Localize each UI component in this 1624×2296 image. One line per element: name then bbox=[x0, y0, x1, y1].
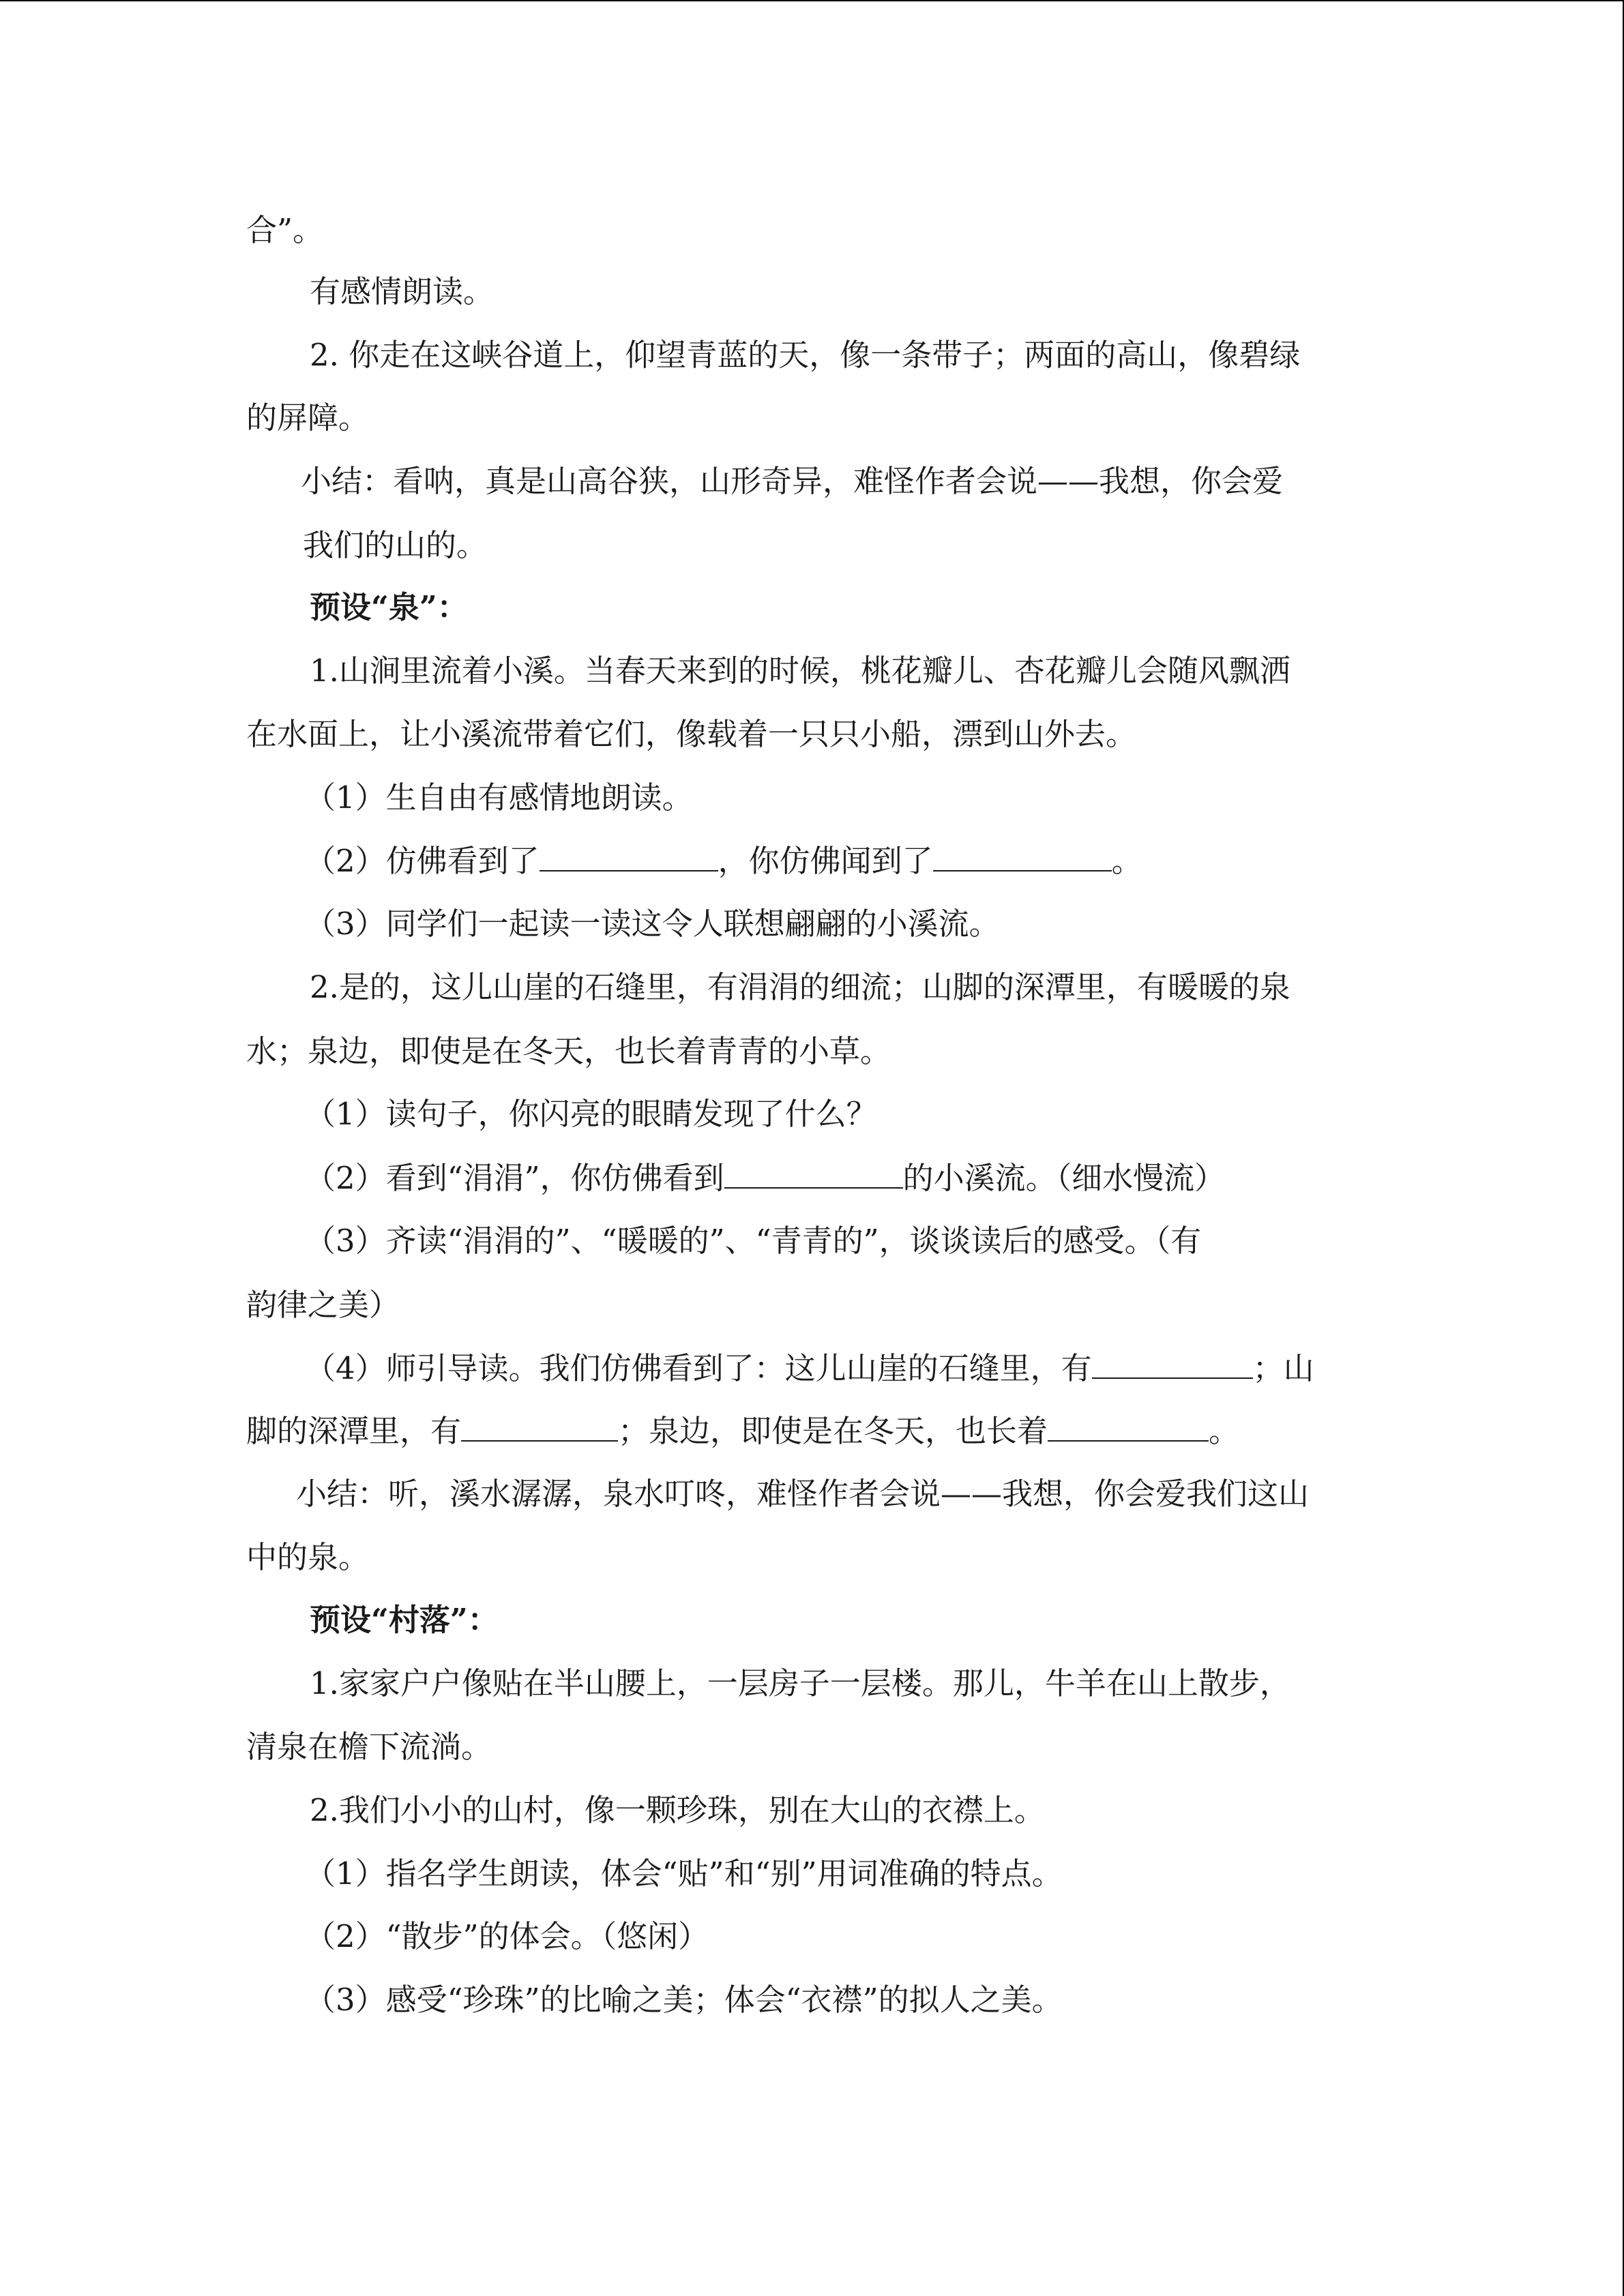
answer-blank[interactable] bbox=[540, 840, 718, 871]
fill-in-line bbox=[305, 1347, 1314, 1389]
text-segment: 脚的深潭里，有 bbox=[246, 1413, 462, 1449]
text-segment: （4）师引导读。我们仿佛看到了：这儿山崖的石缝里，有 bbox=[305, 1350, 1092, 1386]
paragraph-line: 我们的山的。 bbox=[303, 527, 488, 563]
text-segment: 的小溪流。（细水慢流） bbox=[902, 1160, 1226, 1196]
paragraph-line: 小结：看呐，真是山高谷狭，山形奇异，难怪作者会说——我想，你会爱 bbox=[301, 463, 1284, 499]
paragraph-line: （3）齐读“涓涓的”、“暖暖的”、“青青的”，谈谈读后的感受。（有 bbox=[305, 1223, 1202, 1259]
text-segment: （2）看到“涓涓”，你仿佛看到 bbox=[305, 1160, 724, 1196]
fill-in-line bbox=[246, 1410, 1239, 1452]
paragraph-line: 有感情朗读。 bbox=[310, 273, 494, 310]
paragraph-line: （3）同学们一起读一读这令人联想翩翩的小溪流。 bbox=[305, 906, 1000, 942]
text-segment: ；泉边，即使是在冬天，也长着 bbox=[618, 1413, 1048, 1449]
paragraph-line: （3）感受“珍珠”的比喻之美；体会“衣襟”的拟人之美。 bbox=[305, 1982, 1063, 2018]
paragraph-line: 中的泉。 bbox=[246, 1539, 370, 1575]
answer-blank[interactable] bbox=[933, 840, 1112, 871]
fill-in-line bbox=[305, 1157, 1225, 1199]
text-segment: ，你仿佛闻到了 bbox=[718, 843, 933, 879]
fill-in-line bbox=[305, 840, 1142, 882]
paragraph-line: （1）指名学生朗读，体会“贴”和“别”用词准确的特点。 bbox=[305, 1855, 1063, 1892]
paragraph-line: 1.家家户户像贴在半山腰上，一层房子一层楼。那儿，牛羊在山上散步， bbox=[310, 1665, 1290, 1701]
text-segment: ；山 bbox=[1252, 1350, 1314, 1386]
paragraph-line: 清泉在檐下流淌。 bbox=[246, 1729, 492, 1765]
answer-blank[interactable] bbox=[1092, 1347, 1253, 1379]
paragraph-line: 水；泉边，即使是在冬天，也长着青青的小草。 bbox=[246, 1033, 891, 1069]
paragraph-line: 1.山涧里流着小溪。当春天来到的时候，桃花瓣儿、杏花瓣儿会随风飘洒 bbox=[310, 653, 1290, 689]
text-segment: （2）仿佛看到了 bbox=[305, 843, 540, 879]
paragraph-line: 合”。 bbox=[246, 212, 324, 248]
answer-blank[interactable] bbox=[1048, 1410, 1209, 1442]
paragraph-line: 在水面上，让小溪流带着它们，像载着一只只小船，漂到山外去。 bbox=[246, 716, 1137, 752]
answer-blank[interactable] bbox=[461, 1410, 618, 1442]
section-heading: 预设“泉”： bbox=[310, 589, 468, 625]
paragraph-line: 小结：听，溪水潺潺，泉水叮咚，难怪作者会说——我想，你会爱我们这山 bbox=[296, 1476, 1310, 1512]
paragraph-line: 2.我们小小的山村，像一颗珍珠，别在大山的衣襟上。 bbox=[310, 1792, 1045, 1828]
text-segment: 。 bbox=[1209, 1413, 1240, 1449]
paragraph-line: （1）生自由有感情地朗读。 bbox=[305, 779, 693, 816]
paragraph-line: （2）“散步”的体会。（悠闲） bbox=[305, 1918, 709, 1954]
paragraph-line: 韵律之美） bbox=[246, 1287, 400, 1323]
section-heading: 预设“村落”： bbox=[310, 1602, 499, 1638]
answer-blank[interactable] bbox=[724, 1157, 903, 1189]
text-segment: 。 bbox=[1111, 843, 1142, 879]
paragraph-line: 2. 你走在这峡谷道上，仰望青蓝的天，像一条带子；两面的高山，像碧绿 bbox=[310, 337, 1301, 373]
paragraph-line: （1）读句子，你闪亮的眼睛发现了什么？ bbox=[305, 1096, 877, 1132]
paragraph-line: 2.是的，这儿山崖的石缝里，有涓涓的细流；山脚的深潭里，有暖暖的泉 bbox=[310, 969, 1290, 1005]
paragraph-line: 的屏障。 bbox=[246, 400, 370, 436]
